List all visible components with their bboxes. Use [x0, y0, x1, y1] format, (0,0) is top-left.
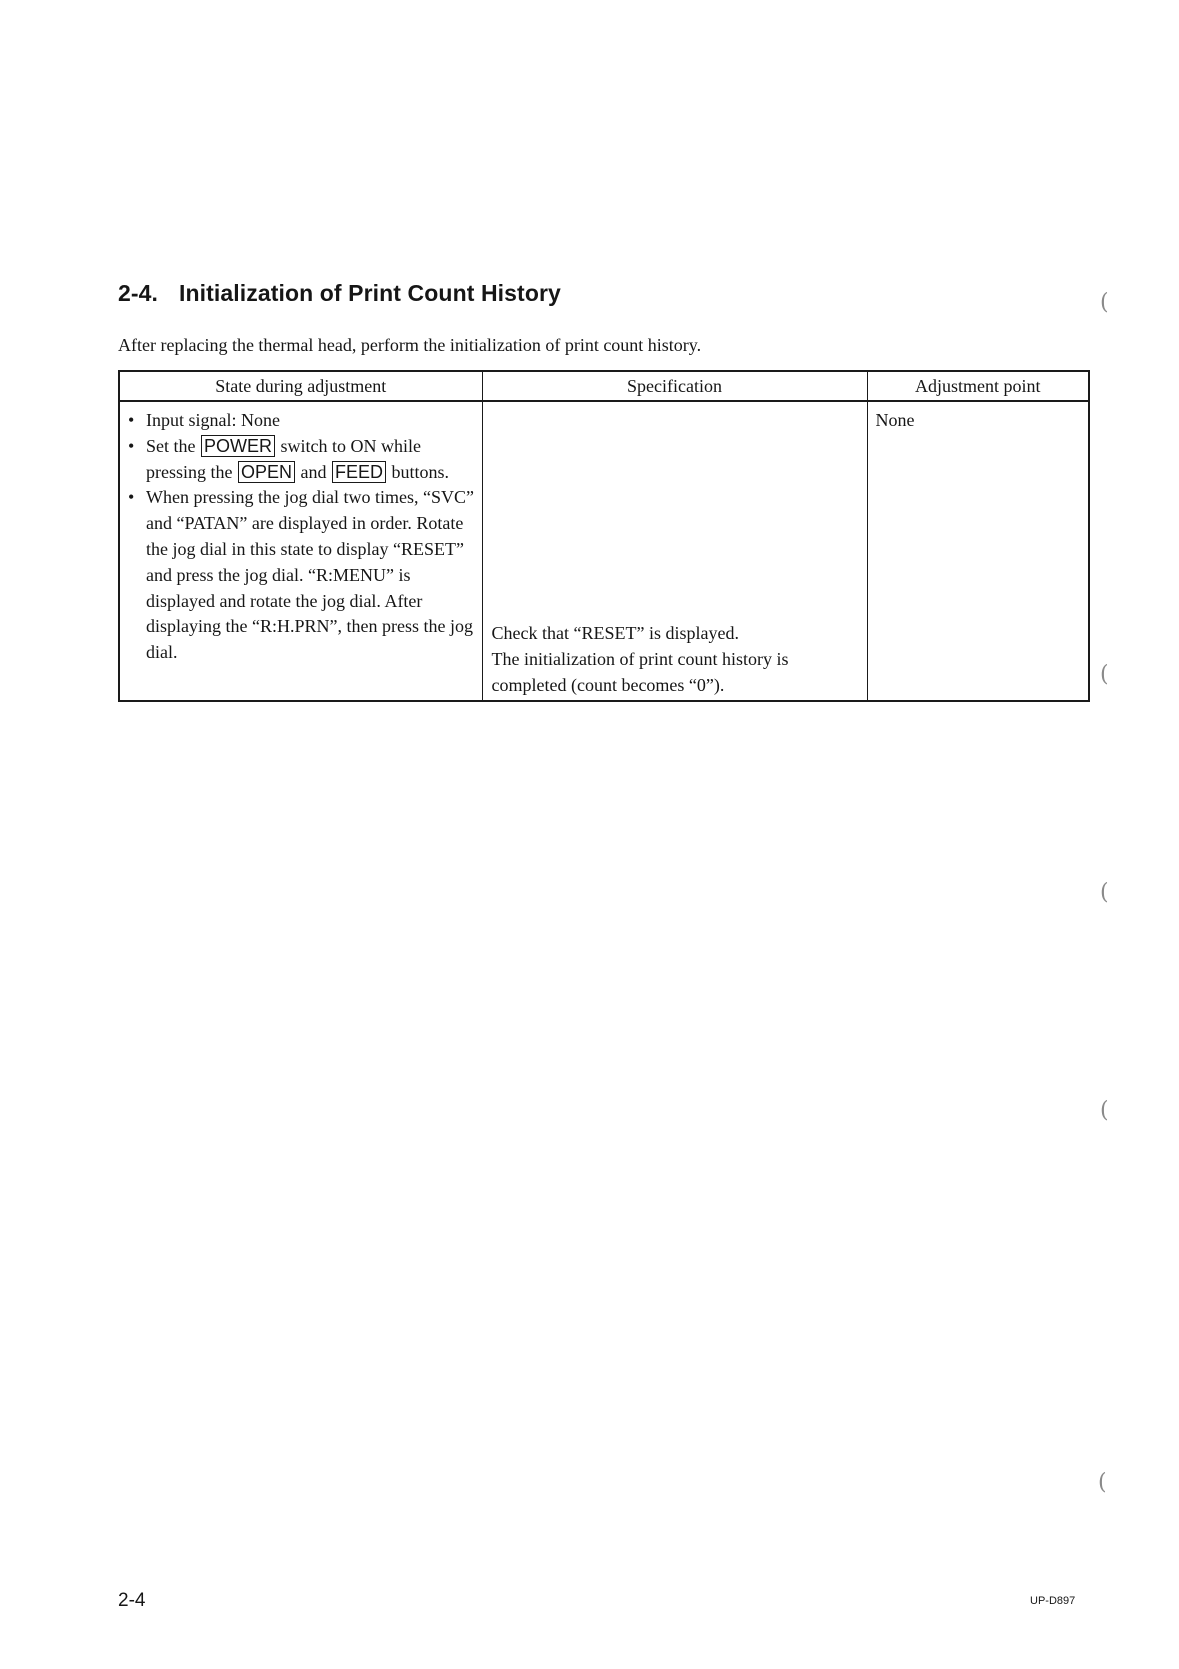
power-key-label: POWER	[201, 435, 275, 457]
section-title: Initialization of Print Count History	[179, 280, 561, 306]
state-text: switch to ON while pressing the	[146, 435, 421, 482]
binding-mark: (	[1100, 662, 1109, 687]
state-text: and	[300, 461, 327, 482]
adjustment-point-cell	[867, 401, 1089, 701]
specification-text	[492, 620, 867, 698]
state-item-jog-dial: • When pressing the jog dial two times, “SVC” and “PATAN” are displayed in order. Rotate the jog dial in this state to display “RESET” and press the jog dial. “R:MENU” is displayed and rotate the jog dial. After displaying the “R:H.PRN”, then press the jog dial.	[120, 485, 482, 666]
header-adjustment-point: Adjustment point	[867, 371, 1089, 401]
page-number: 2-4	[118, 1590, 146, 1611]
spec-line-check: Check that “RESET” is displayed.	[491, 623, 739, 643]
model-number: UP-D897	[1030, 1595, 1076, 1607]
binding-mark: (	[1100, 290, 1109, 315]
section-heading	[118, 280, 561, 307]
binding-mark: (	[1098, 1470, 1107, 1495]
state-list	[120, 402, 482, 666]
state-text: Set the	[146, 435, 196, 456]
state-item-power-on	[120, 434, 482, 486]
adjustment-table	[118, 370, 1090, 702]
state-cell	[119, 401, 482, 701]
table-row	[119, 401, 1089, 701]
section-number: 2-4.	[118, 280, 159, 306]
binding-mark: (	[1100, 880, 1109, 905]
header-specification: Specification	[482, 371, 867, 401]
open-key-label: OPEN	[238, 461, 295, 483]
table-header-row	[119, 371, 1089, 401]
state-item-input-signal: • Input signal: None	[120, 408, 482, 434]
feed-key-label: FEED	[332, 461, 386, 483]
intro-paragraph: After replacing the thermal head, perform the initialization of print count history.	[118, 335, 702, 355]
state-text: buttons.	[391, 461, 450, 482]
header-state: State during adjustment	[119, 371, 482, 401]
specification-cell	[482, 401, 867, 701]
spec-line-completed: The initialization of print count history is completed (count becomes “0”).	[491, 649, 789, 695]
binding-mark: (	[1100, 1098, 1109, 1123]
adjustment-point-value: None	[875, 410, 915, 430]
